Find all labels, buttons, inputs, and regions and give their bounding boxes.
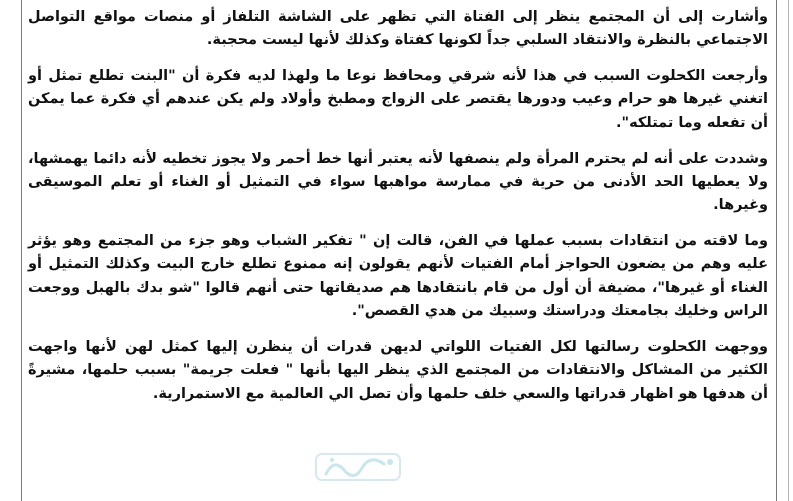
article-paragraph-2: وأرجعت الكحلوت السبب في هذا لأنه شرقي ومحافظ نوعا ما ولهذا لديه فكرة أن "البنت تطلع تمثل أو اتغني غيرها هو حرام وعيب ودورها يقتصر على الزواج ومطبخ وأولاد ولم يكن عندهم أي فكرة عما يمكن أن تفعله وما تمتلكه". (28, 68, 768, 131)
article-body (28, 6, 768, 418)
article-paragraph-5: ووجهت الكحلوت رسالتها لكل الفتيات اللواتي لديهن قدرات أن ينظرن إليها كمثل لهن لأنها واجهت الكثير من المشاكل والانتقادات من المجتمع الذي ينظر اليها بأنها " فعلت جريمة" بسبب حلمها، مشيرةً أن هدفها هو اظهار قدراتها والسعي خلف حلمها وأن تصل الي العالمية مع الاستمرارية. (28, 338, 768, 402)
left-border-line (21, 0, 22, 501)
article-paragraph-3: وشددت على أنه لم يحترم المرأة ولم ينصفها لأنه يعتبر أنها خط أحمر ولا يجوز تخطيه لأنه دائما يهمشها، ولا يعطيها الحد الأدنى من حرية في ممارسة مواهبها سواء في التمثيل أو الغناء أو تعلم الموسيقى وغيرها. (28, 150, 768, 214)
site-logo-watermark-icon (312, 448, 404, 488)
article-paragraph-4: وما لاقته من انتقادات بسبب عملها في الفن، قالت إن " تفكير الشباب وهو جزء من المجتمع وهو يؤثر عليه وهم من يضعون الحواجز أمام الفتيات لأنهم يقولون إنه ممنوع تطلع خارج البيت وكذلك التمثيل أو الغناء أو غيرها"، مضيفة أن أول من قام بانتقادها هم صديقاتها حتى أنهم قالوا "شو بدك بالهبل ووجعت الراس وخليك بجامعتك ودراستك وسبيك من هدي القصص". (28, 233, 768, 320)
right-border-line (776, 0, 777, 501)
right-outer-border-line (788, 0, 789, 501)
article-paragraph-1: وأشارت إلى أن المجتمع ينظر إلى الفتاة التي تظهر على الشاشة التلفاز أو منصات مواقع التواصل الاجتماعي بالنظرة والانتقاد السلبي جداً لكونها كفتاة وكذلك لأنها ليست محجبة. (28, 9, 768, 49)
